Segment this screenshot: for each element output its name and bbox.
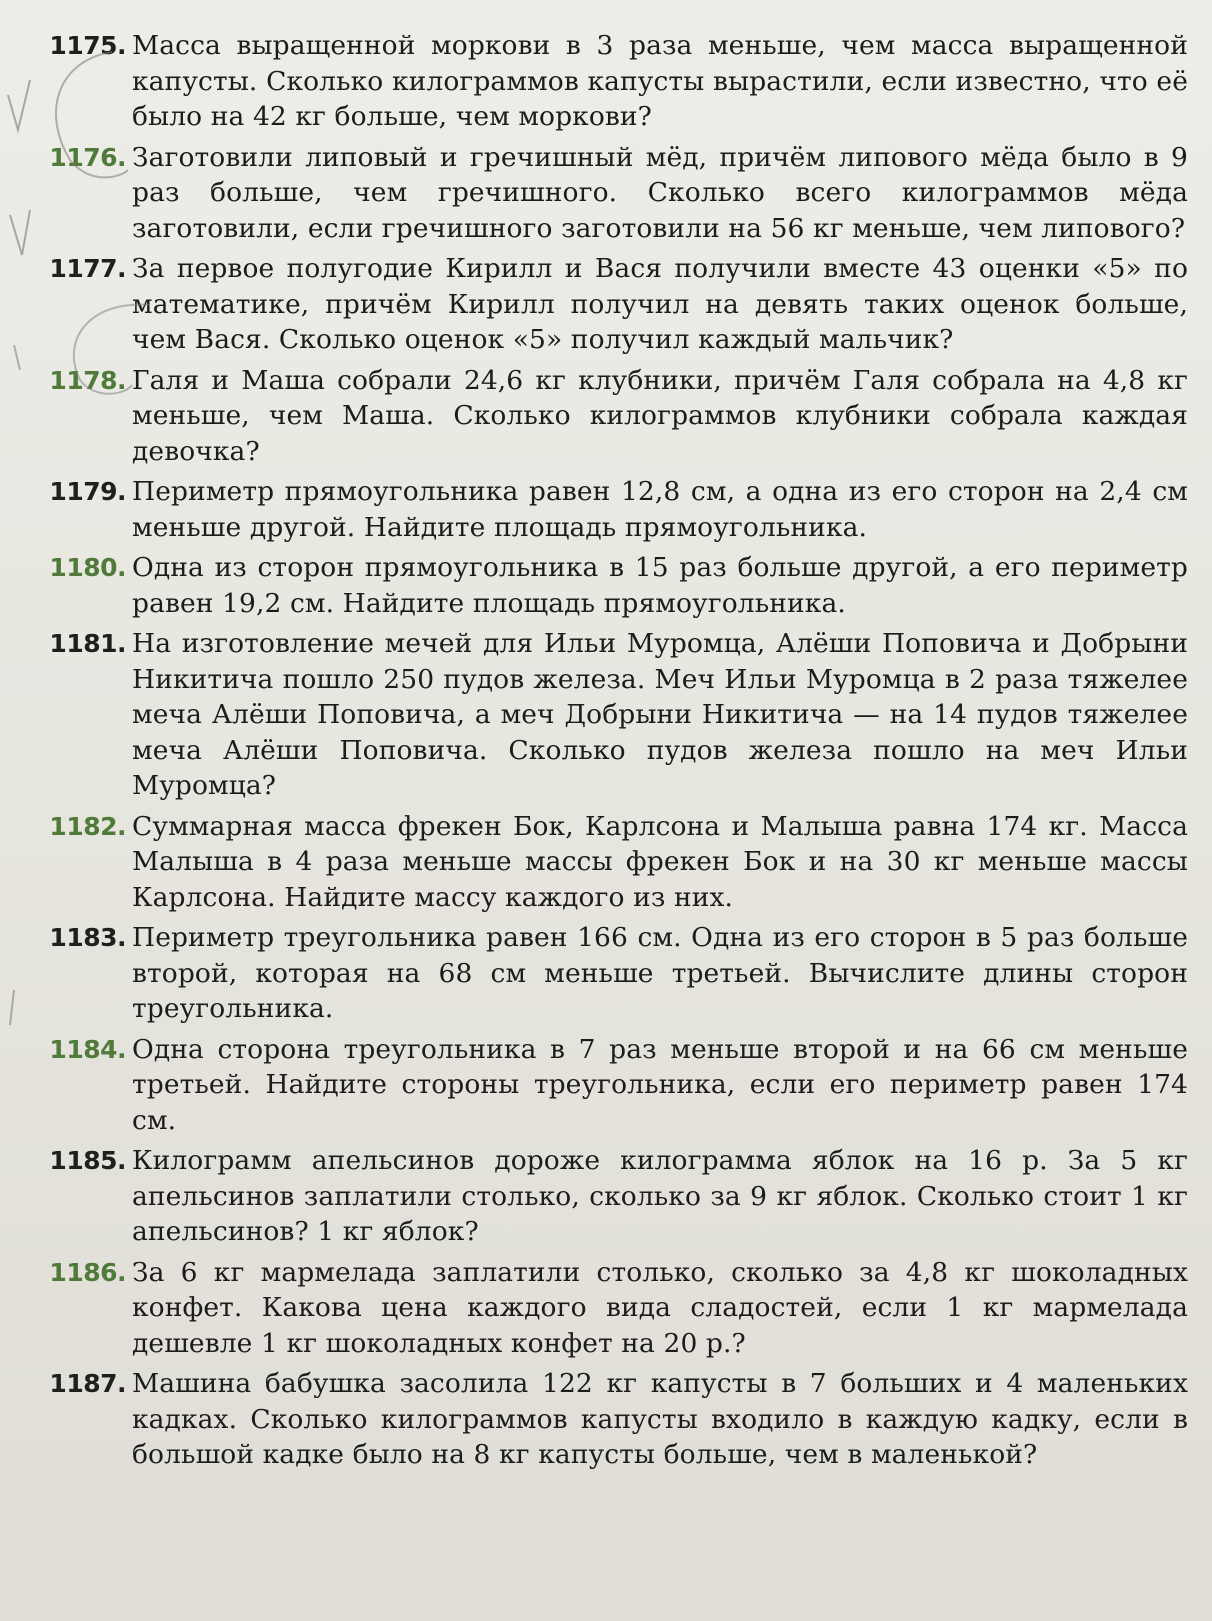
- problem-text: За первое полугодие Кирилл и Вася получили вместе 43 оценки «5» по математике, причём Кирилл получил на девять таких оценок больше, чем Вася. Сколько оценок «5» получил каждый мальчик?: [132, 253, 1188, 355]
- problem-list: [18, 28, 1188, 1478]
- problem-text: Галя и Маша собрали 24,6 кг клубники, причём Галя собрала на 4,8 кг меньше, чем Маша. Сколько килограммов клубники собрала каждая девочка?: [132, 364, 1188, 467]
- problem-number: 1175.: [49, 31, 126, 60]
- problem-text: Периметр прямоугольника равен 12,8 см, а одна из его сторон на 2,4 см меньше другой. Найдите площадь прямоугольника.: [132, 476, 1188, 543]
- problem-number: 1186.: [49, 1257, 126, 1287]
- problem-text: Суммарная масса фрекен Бок, Карлсона и Малыша равна 174 кг. Масса Малыша в 4 раза меньше массы фрекен Бок и на 30 кг меньше массы Карлсона. Найдите массу каждого из них.: [132, 810, 1188, 913]
- problem-number: 1184.: [49, 1034, 126, 1064]
- problem-1184: [18, 1032, 1188, 1139]
- problem-number: 1185.: [49, 1146, 126, 1175]
- problem-1181: [18, 626, 1188, 804]
- problem-number: 1179.: [49, 477, 126, 506]
- problem-text: Периметр треугольника равен 166 см. Одна из его сторон в 5 раз больше второй, которая на 68 см меньше третьей. Вычислите длины сторон треугольника.: [132, 922, 1188, 1024]
- problem-text: Масса выращенной моркови в 3 раза меньше, чем масса выращенной капусты. Сколько килограммов капусты вырастили, если известно, что её было на 42 кг больше, чем моркови?: [132, 30, 1188, 132]
- problem-number: 1187.: [49, 1369, 126, 1398]
- problem-number: 1177.: [49, 254, 126, 283]
- problem-1180: [18, 550, 1188, 621]
- problem-number: 1180.: [49, 553, 126, 582]
- problem-1175: [18, 28, 1188, 135]
- problem-text: Заготовили липовый и гречишный мёд, причём липового мёда было в 9 раз больше, чем гречишного. Сколько всего килограммов мёда заготовили, если гречишного заготовили на 56 кг меньше, чем липового?: [132, 141, 1188, 244]
- problem-1177: [18, 251, 1188, 358]
- pencil-tick-mark: [10, 990, 14, 1025]
- problem-text: Одна сторона треугольника в 7 раз меньше второй и на 66 см меньше третьей. Найдите стороны треугольника, если его периметр равен 174 см.: [132, 1033, 1188, 1136]
- problem-1178: [18, 363, 1188, 470]
- problem-1187: [18, 1366, 1188, 1473]
- problem-number: 1182.: [49, 811, 126, 841]
- problem-number: 1176.: [49, 142, 126, 172]
- problem-1186: [18, 1255, 1188, 1362]
- problem-1185: [18, 1143, 1188, 1250]
- problem-number: 1181.: [49, 629, 126, 658]
- problem-1176: [18, 140, 1188, 247]
- problem-number: 1178.: [49, 365, 126, 395]
- problem-text: На изготовление мечей для Ильи Муромца, Алёши Поповича и Добрыни Никитича пошло 250 пудов железа. Меч Ильи Муромца в 2 раза тяжелее меча Алёши Поповича, а меч Добрыни Никитича — на 14 пудов тяжелее меча Алёши Поповича. Сколько пудов железа пошло на меч Ильи Муромца?: [132, 628, 1188, 801]
- problem-1179: [18, 474, 1188, 545]
- problem-number: 1183.: [49, 923, 126, 952]
- problem-text: Килограмм апельсинов дороже килограмма яблок на 16 р. За 5 кг апельсинов заплатили столько, сколько за 9 кг яблок. Сколько стоит 1 кг апельсинов? 1 кг яблок?: [132, 1145, 1188, 1247]
- problem-text: За 6 кг мармелада заплатили столько, сколько за 4,8 кг шоколадных конфет. Какова цена каждого вида сладостей, если 1 кг мармелада дешевле 1 кг шоколадных конфет на 20 р.?: [132, 1256, 1188, 1359]
- problem-1183: [18, 920, 1188, 1027]
- problem-1182: [18, 809, 1188, 916]
- problem-text: Машина бабушка засолила 122 кг капусты в 7 больших и 4 маленьких кадках. Сколько килограммов капусты входило в каждую кадку, если в большой кадке было на 8 кг капусты больше, чем в маленькой?: [132, 1368, 1188, 1470]
- problem-text: Одна из сторон прямоугольника в 15 раз больше другой, а его периметр равен 19,2 см. Найдите площадь прямоугольника.: [132, 552, 1188, 619]
